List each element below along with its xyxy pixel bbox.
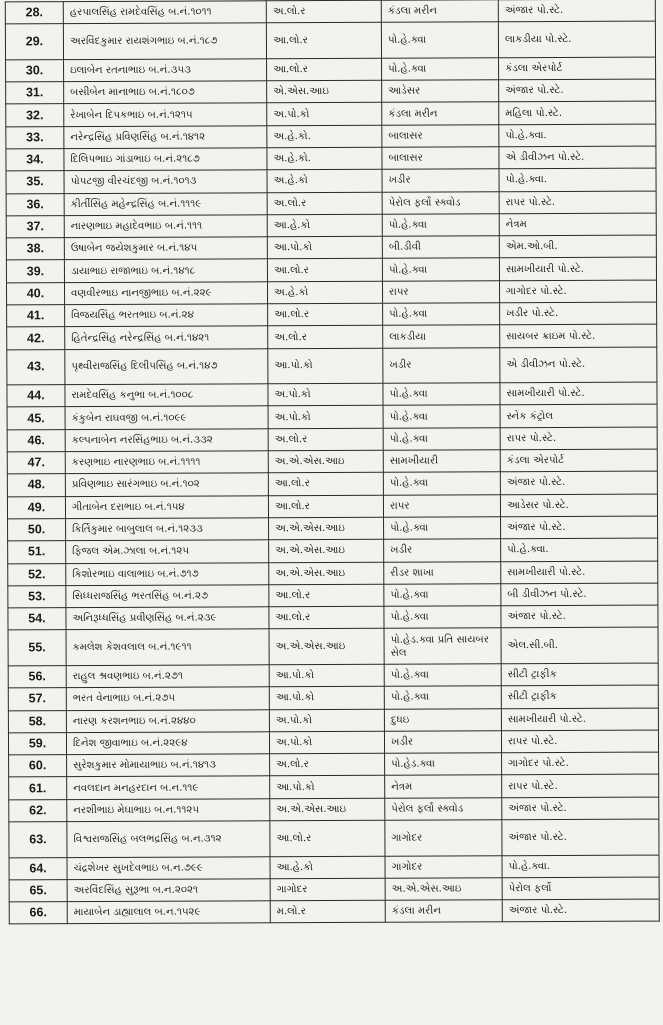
new-posting: અંજાર પો.સ્ટે. (499, 79, 656, 102)
new-posting: પો.હે.ક્વા. (501, 538, 658, 561)
new-posting: એલ.સી.બી. (501, 627, 658, 663)
current-posting: કંડલા મરીન (385, 900, 502, 923)
employee-name: માયાબેન ડાહ્યાલાલ બ.ન.૧૫૨૯ (67, 901, 270, 924)
current-posting: પો.હે.ક્વા (382, 58, 499, 81)
new-posting: ખડીર પો.સ્ટે. (500, 302, 657, 325)
employee-rank: આ.હે.કો (267, 214, 382, 237)
employee-name: ગીતાબેન દરાભાઇ બ.નં.૧૫૪ (65, 495, 268, 518)
current-posting: નેત્રમ (385, 775, 502, 798)
new-posting: પો.હે.ક્વા. (499, 168, 656, 191)
employee-name: ભરત વેનાભાઇ બ.નં.૨૭૫ (66, 687, 269, 710)
new-posting: પો.હે.ક્વા. (499, 124, 656, 147)
employee-name: ચંદ્રશેખર સુખદેવભાઇ બ.ન.૭૯૯ (67, 856, 270, 879)
employee-name: વિશ્વરાજસિંહ બલભદ્રસિંહ બ.ન.૩૧૨ (67, 821, 270, 857)
row-number: 46. (7, 429, 65, 452)
new-posting: પો.હે.ક્વા. (502, 855, 659, 878)
employee-name: નરશીભાઇ મેઘાભાઇ બ.ન.૧૧૨૫ (67, 798, 270, 821)
table-row (9, 797, 659, 822)
new-posting: એ ડીવીઝન પો.સ્ટે. (499, 146, 656, 169)
employee-name: રાહુલ શ્રવણભાઇ બ.નં.૨૭૧ (66, 665, 269, 688)
employee-rank: આ.લો.ર (267, 259, 382, 282)
current-posting: ખડીર (383, 347, 500, 383)
table-row (9, 774, 659, 799)
employee-rank: અ.હે.કો (267, 281, 382, 304)
row-number: 51. (8, 541, 66, 564)
table-row (9, 899, 659, 924)
employee-rank: આ.લો.ર (267, 58, 382, 81)
new-posting: મહિલા પો.સ્ટે. (499, 101, 656, 124)
current-posting: પો.હે.ક્વા (384, 517, 501, 540)
current-posting: રીડર શાખા (384, 561, 501, 584)
current-posting: પો.હે.ક્વા (383, 472, 500, 495)
table-row (6, 213, 656, 238)
employee-rank: મ.લો.ર (270, 900, 385, 923)
table-row (9, 855, 659, 880)
employee-rank: અ.લો.ર (268, 326, 383, 349)
row-number: 35. (6, 171, 64, 194)
row-number: 38. (6, 238, 64, 261)
current-posting: પો.હેડ.ક્વા પ્રતિ સાયબર સેલ (384, 628, 501, 664)
employee-rank: આ.પો.કો (267, 236, 382, 259)
table-row (7, 382, 657, 407)
employee-rank: અ.પો.કો (268, 406, 383, 429)
current-posting: કંડલા મરીન (382, 102, 499, 125)
row-number: 41. (7, 305, 65, 328)
table-row (6, 146, 656, 171)
new-posting: રાપર પો.સ્ટે. (500, 427, 657, 450)
row-number: 29. (5, 24, 63, 60)
employee-rank: અ.એ.એસ.આઇ (269, 517, 384, 540)
new-posting: સીટી ટ્રાફીક (501, 663, 658, 686)
new-posting: સામખીયારી પો.સ્ટે. (499, 258, 656, 281)
employee-name: કલ્પનાબેન નરસિંહભાઇ બ.નં.૩૩૨ (65, 429, 268, 452)
row-number: 28. (5, 2, 63, 25)
row-number: 60. (9, 755, 67, 778)
row-number: 32. (6, 104, 64, 127)
employee-rank: અ.હે.કો. (267, 147, 382, 170)
row-number: 66. (9, 902, 67, 925)
employee-name: પ્રવિણભાઇ સારંગભાઇ બ.નં.૧૦૨ (65, 473, 268, 496)
employee-rank: આ.લો.ર (268, 303, 383, 326)
new-posting: કંડલા એરપોર્ટ (499, 57, 656, 80)
employee-rank: આ.પો.કો (270, 776, 385, 799)
table-row (5, 0, 655, 24)
employee-name: અરવિંદસિંહ સુરૂભા બ.ન.૨૦૨૧ (67, 879, 270, 902)
employee-rank: અ.લો.ર (268, 428, 383, 451)
new-posting: રાપર પો.સ્ટે. (499, 191, 656, 214)
current-posting: પો.હે.ક્વા (382, 214, 499, 237)
table-row (6, 124, 656, 149)
employee-name: રામદેવસિંહ કનુભા બ.નં.૧૦૦૮ (65, 384, 268, 407)
employee-name: વણવીરભાઇ નાનજીભાઇ બ.નં.૨૨૯ (64, 282, 267, 305)
table-row (8, 730, 658, 755)
employee-name: નવલદાન મનહરદાન બ.ન.૧૧૯ (67, 776, 270, 799)
row-number: 54. (8, 608, 66, 631)
table-row (7, 494, 657, 519)
employee-name: પોપટજી વીરચંદજી બ.નં.૧૦૧૩ (64, 170, 267, 193)
table-row (6, 101, 656, 126)
row-number: 58. (8, 710, 66, 733)
row-number: 42. (7, 327, 65, 350)
table-row (8, 708, 658, 733)
current-posting: પો.હે.ક્વા (381, 22, 498, 58)
current-posting: ખડીર (382, 169, 499, 192)
current-posting: લાકડીયા (383, 325, 500, 348)
new-posting: સીટી ટ્રાફીક (501, 685, 658, 708)
employee-name: વિજયસિંહ ભરતભાઇ બ.નં.૨૪ (65, 304, 268, 327)
row-number: 31. (6, 82, 64, 105)
row-number: 55. (8, 630, 66, 666)
row-number: 53. (8, 585, 66, 608)
row-number: 50. (8, 519, 66, 542)
employee-rank: આ.પો.કો (269, 664, 384, 687)
employee-rank: અ.લો.ર (267, 192, 382, 215)
table-row (6, 79, 656, 104)
table-row (8, 516, 658, 541)
employee-name: બસીબેન માનાભાઇ બ.નં.૧૮૦૭ (64, 81, 267, 104)
current-posting: પો.હે.ક્વા (384, 664, 501, 687)
table-row (8, 663, 658, 688)
current-posting: ખડીર (384, 539, 501, 562)
table-row (9, 752, 659, 777)
current-posting: પો.હે.ક્વા (384, 584, 501, 607)
employee-name: નરેન્દ્રસિંહ પ્રવિણસિંહ બ.નં.૧૪૧૨ (64, 125, 267, 148)
table-row (6, 258, 656, 283)
row-number: 49. (7, 496, 65, 519)
new-posting: અંજાર પો.સ્ટે. (498, 0, 655, 22)
table-row (8, 605, 658, 630)
table-row (6, 57, 656, 82)
current-posting: પો.હે.ક્વા (383, 303, 500, 326)
employee-name: નારણભાઇ મહાદેવભાઇ બ.નં.૧૧૧ (64, 215, 267, 238)
employee-name: દિનેશ જીવાભાઇ બ.નં.૨૨૯૪ (66, 732, 269, 755)
employee-name: ઉષાબેન જયેશકુમાર બ.નં.૧૪૫ (64, 237, 267, 260)
new-posting: સ્નેક કંટ્રોલ (500, 405, 657, 428)
employee-name: ફિજલ એમ.ઝાલા બ.નં.૧૨૫ (66, 540, 269, 563)
current-posting: પો.હે.ક્વા (384, 606, 501, 629)
employee-rank: અ.પો.કો (269, 709, 384, 732)
employee-rank: આ.હે.કો (270, 856, 385, 879)
employee-name: સુરેશકુમાર મોમાયાભાઇ બ.નં.૧૪૧૩ (67, 754, 270, 777)
transfer-list-body (5, 0, 659, 924)
employee-rank: આ.લો.ર (269, 584, 384, 607)
employee-name: રેખાબેન દિપકભાઇ બ.નં.૧૨૧૫ (64, 103, 267, 126)
new-posting: અંજાર પો.સ્ટે. (502, 819, 659, 855)
table-row (6, 235, 656, 260)
employee-rank: આ.લો.ર (268, 473, 383, 496)
current-posting: સામખીયારી (383, 450, 500, 473)
row-number: 62. (9, 799, 67, 822)
row-number: 64. (9, 857, 67, 880)
current-posting: પો.હે.ક્વા (384, 686, 501, 709)
row-number: 65. (9, 879, 67, 902)
current-posting: પો.હે.ક્વા (382, 258, 499, 281)
current-posting: રાપર (382, 281, 499, 304)
current-posting: પો.હે.ક્વા (383, 383, 500, 406)
new-posting: સામખીયારી પો.સ્ટે. (501, 561, 658, 584)
current-posting: ગાગોદર (385, 855, 502, 878)
employee-rank: અ.એ.એસ.આઇ (269, 540, 384, 563)
row-number: 48. (7, 474, 65, 497)
table-row (7, 427, 657, 452)
employee-rank: આ.પો.કો (269, 686, 384, 709)
current-posting: આડેસર (382, 80, 499, 103)
current-posting: અ.એ.એસ.આઇ (385, 878, 502, 901)
new-posting: કંડલા એરપોર્ટ (500, 449, 657, 472)
row-number: 61. (9, 777, 67, 800)
employee-name: કંકુબેન રાઘવજી બ.નં.૧૦૯૯ (65, 406, 268, 429)
row-number: 33. (6, 126, 64, 149)
employee-rank: અ.હે.કો (267, 170, 382, 193)
new-posting: ગાગોદર પો.સ્ટે. (502, 752, 659, 775)
current-posting: પો.હે.ક્વા (383, 405, 500, 428)
table-row (7, 302, 657, 327)
new-posting: રાપર પો.સ્ટે. (502, 774, 659, 797)
table-row (7, 324, 657, 349)
table-row (8, 561, 658, 586)
employee-name: ઇલાબેન રતનાભાઇ બ.નં.૩૫૩ (64, 59, 267, 82)
transfer-list-table (5, 0, 660, 925)
employee-name: કમલેશ કેશવલાલ બ.નં.૧૯૧૧ (66, 629, 269, 665)
row-number: 56. (8, 666, 66, 689)
current-posting: બી.ડીવી (382, 236, 499, 259)
new-posting: એ ડીવીઝન પો.સ્ટે. (500, 347, 657, 383)
employee-rank: આ.લો.ર (268, 495, 383, 518)
row-number: 34. (6, 149, 64, 172)
employee-rank: આ.પો.કો (268, 348, 383, 384)
employee-rank: અ.પો.કો (267, 103, 382, 126)
current-posting: પેરોલ ફર્લો સ્ક્વોડ (382, 191, 499, 214)
current-posting: દુધઇ (384, 708, 501, 731)
employee-name: દિલિપભાઇ ગાંડાભાઇ બ.નં.૨૧૮૭ (64, 148, 267, 171)
new-posting: આડેસર પો.સ્ટે. (500, 494, 657, 517)
table-row (6, 280, 656, 305)
new-posting: અંજાર પો.સ્ટે. (501, 516, 658, 539)
table-row (8, 538, 658, 563)
current-posting: પો.હે.ક્વા (383, 428, 500, 451)
employee-rank: આ.લો.ર (266, 23, 381, 59)
table-row (9, 819, 659, 857)
new-posting: અંજાર પો.સ્ટે. (502, 899, 659, 922)
employee-name: કરણભાઇ નારણભાઇ બ.નં.૧૧૧૧ (65, 451, 268, 474)
employee-name: અરવિંદકુમાર રાયશંગભાઇ બ.નં.૧૮૭ (63, 23, 266, 59)
row-number: 47. (7, 452, 65, 475)
new-posting: નેત્રમ (499, 213, 656, 236)
employee-rank: ગાગોદર (270, 878, 385, 901)
current-posting: પો.હેડ.ક્વા (385, 753, 502, 776)
employee-rank: અ.એ.એસ.આઇ (269, 562, 384, 585)
table-row (8, 583, 658, 608)
employee-name: કીર્તીસિંહ મહેન્દ્રસિંહ બ.નં.૧૧૧૯ (64, 192, 267, 215)
row-number: 37. (6, 216, 64, 239)
new-posting: અંજાર પો.સ્ટે. (502, 797, 659, 820)
new-posting: સામખીયારી પો.સ્ટે. (500, 382, 657, 405)
row-number: 63. (9, 822, 67, 858)
employee-name: ડાયાભાઇ રાજાભાઇ બ.નં.૧૪૧૮ (64, 259, 267, 282)
employee-name: કિર્તિકુમાર બાબુલાલ બ.નં.૧૨૩૩ (66, 518, 269, 541)
current-posting: બાલાસર (382, 147, 499, 170)
employee-rank: અ.પો.કો (268, 383, 383, 406)
row-number: 44. (7, 385, 65, 408)
new-posting: સાયબર ક્રાઇમ પો.સ્ટે. (500, 324, 657, 347)
new-posting: અંજાર પો.સ્ટે. (501, 605, 658, 628)
current-posting: પેરોલ ફર્લો સ્ક્વોડ (385, 797, 502, 820)
employee-name: કિશોરભાઇ વાલાભાઇ બ.નં.૭૧૭ (66, 562, 269, 585)
row-number: 36. (6, 193, 64, 216)
table-row (8, 627, 658, 665)
employee-rank: અ.એ.એસ.આઇ (270, 798, 385, 821)
row-number: 45. (7, 407, 65, 430)
new-posting: પેરોલ ફર્લો (502, 877, 659, 900)
current-posting: બાલાસર (382, 124, 499, 147)
employee-rank: અ.એ.એસ.આઇ (268, 450, 383, 473)
employee-rank: અ.હે.કો. (267, 125, 382, 148)
row-number: 52. (8, 563, 66, 586)
new-posting: અંજાર પો.સ્ટે. (500, 471, 657, 494)
employee-rank: એ.એસ.આઇ (267, 80, 382, 103)
current-posting: રાપર (383, 494, 500, 517)
row-number: 40. (6, 282, 64, 305)
row-number: 43. (7, 349, 65, 385)
current-posting: ખડીર (384, 731, 501, 754)
row-number: 59. (8, 732, 66, 755)
new-posting: સામખીયારી પો.સ્ટે. (501, 708, 658, 731)
new-posting: બી ડીવીઝન પો.સ્ટે. (501, 583, 658, 606)
new-posting: લાકડીયા પો.સ્ટે. (498, 21, 655, 57)
employee-name: હિતેન્દ્રસિંહ નરેન્દ્રસિંહ બ.નં.૧૪૨૧ (65, 326, 268, 349)
table-row (7, 405, 657, 430)
table-row (7, 471, 657, 496)
current-posting: ગાગોદર (385, 820, 502, 856)
row-number: 57. (8, 688, 66, 711)
row-number: 39. (6, 260, 64, 283)
employee-name: પૃથ્વીરાજસિંહ દિલીપસિંહ બ.નં.૧૪૭ (65, 348, 268, 384)
employee-name: હરપાલસિંહ રામદેવસિંહ બ.નં.૧૦૧૧ (63, 1, 266, 24)
table-row (7, 347, 657, 385)
new-posting: એમ.ઓ.બી. (499, 235, 656, 258)
table-row (6, 191, 656, 216)
current-posting: કંડલા મરીન (381, 0, 498, 23)
table-row (5, 21, 655, 59)
row-number: 30. (6, 59, 64, 82)
employee-name: નારણ કરશનભાઇ બ.નં.૨૪૪૦ (66, 709, 269, 732)
employee-rank: અ.પો.કો (269, 731, 384, 754)
new-posting: રાપર પો.સ્ટે. (501, 730, 658, 753)
employee-rank: આ.લો.ર (270, 820, 385, 856)
employee-name: અનિરૂધ્ધસિંહ પ્રવીણસિંહ બ.નં.૨૩૯ (66, 607, 269, 630)
table-row (6, 168, 656, 193)
employee-name: સિધ્ધરાજસિંહ ભરતસિંહ બ.નં.૨૭ (66, 585, 269, 608)
table-row (9, 877, 659, 902)
table-row (7, 449, 657, 474)
employee-rank: અ.લો.ર (270, 753, 385, 776)
employee-rank: અ.લો.ર (266, 0, 381, 23)
table-row (8, 685, 658, 710)
employee-rank: અ.એ.એસ.આઇ (269, 629, 384, 665)
employee-rank: આ.લો.ર (269, 606, 384, 629)
new-posting: ગાગોદર પો.સ્ટે. (499, 280, 656, 303)
